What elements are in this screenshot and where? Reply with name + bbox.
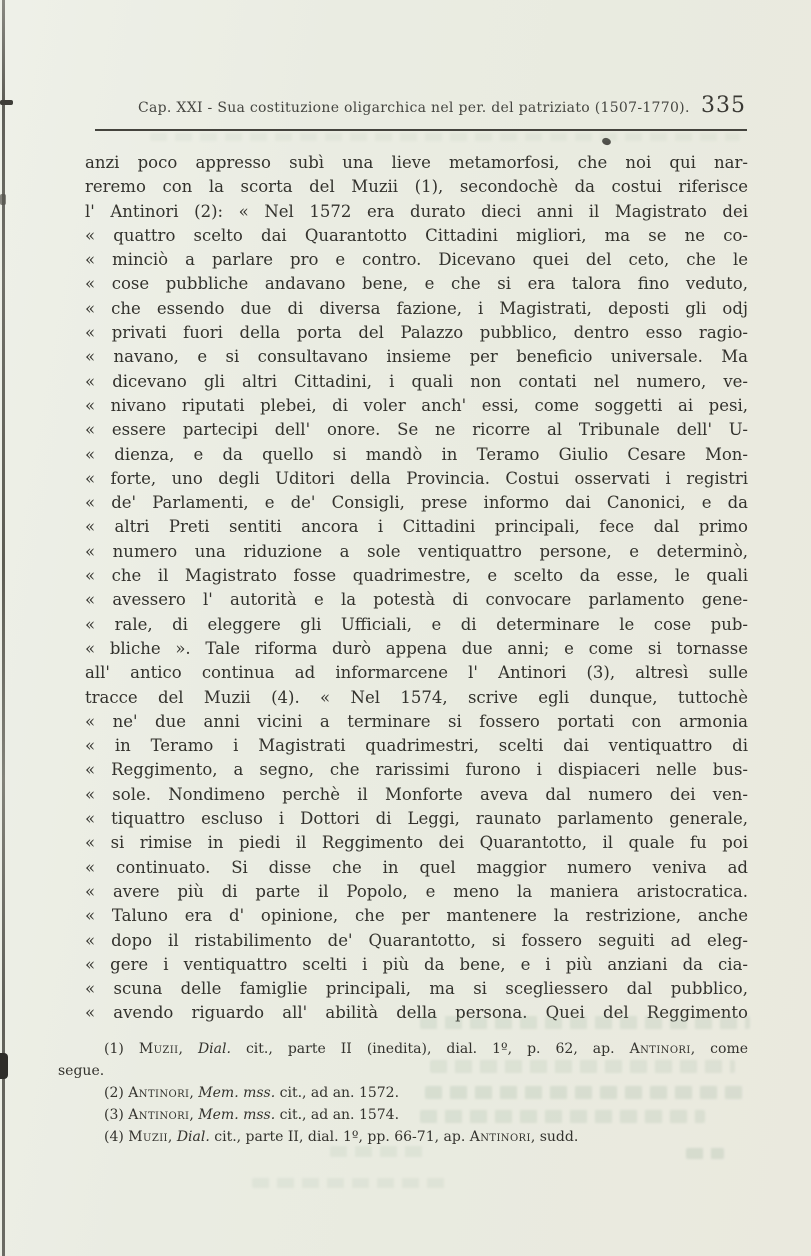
text-line: « Reggimento, a segno, che rarissimi furono i dispiaceri nelle bus- [85,760,748,780]
text-line: all' antico continua ad informarcene l' Antinori (3), altresì sulle [85,663,748,683]
bleedthrough-ghost [252,1178,452,1188]
text-line: « dicevano gli altri Cittadini, i quali non contati nel numero, ve- [85,371,748,391]
text-line: « continuato. Si disse che in quel maggior numero veniva ad [85,857,748,877]
body-text [85,151,748,1026]
text-line: « si rimise in piedi il Reggimento dei Quarantotto, il quale fu poi [85,833,748,853]
text-line: « in Teramo i Magistrati quadrimestri, scelti dai ventiquattro di [85,736,748,756]
bleedthrough-ghost [425,1086,745,1099]
footnote-line: (4) Muzii, Dial. cit., parte II, dial. 1º, pp. 66-71, ap. Antinori, sudd. [104,1129,579,1145]
text-line: « dopo il ristabilimento de' Quarantotto, si fossero seguiti ad eleg- [85,930,748,950]
text-line: « dienza, e da quello si mandò in Teramo Giulio Cesare Mon- [85,444,748,464]
text-line: « cose pubbliche andavano bene, e che si era talora fino veduto, [85,274,748,294]
edge-ink-blot [0,1053,8,1079]
text-line: reremo con la scorta del Muzii (1), secondochè da costui riferisce [85,177,748,197]
text-line: « avessero l' autorità e la potestà di convocare parlamento gene- [85,590,748,610]
header-rule [95,129,747,131]
text-line: « scuna delle famiglie principali, ma si scegliessero dal pubblico, [85,979,748,999]
footnote-line: (2) Antinori, Mem. mss. cit., ad an. 1572. [104,1085,400,1101]
bleedthrough-ghost [420,1016,750,1029]
page-header [85,93,748,124]
bleedthrough-ghost [430,1060,735,1073]
text-line: « gere i ventiquattro scelti i più da bene, e i più anziani da cia- [85,954,748,974]
footnote-line: segue. [58,1063,105,1079]
text-line: « avere più di parte il Popolo, e meno la maniera aristocratica. [85,881,748,901]
text-line: « sole. Nondimeno perchè il Monforte aveva dal numero dei ven- [85,784,748,804]
text-line: « navano, e si consultavano insieme per beneficio universale. Ma [85,347,748,367]
text-line: « numero una riduzione a sole ventiquattro persone, e determinò, [85,541,748,561]
text-line: « privati fuori della porta del Palazzo pubblico, dentro esso ragio- [85,323,748,343]
text-line: « Taluno era d' opinione, che per mantenere la restrizione, anche [85,906,748,926]
text-line: « avendo riguardo all' abilità della persona. Quei del Reggimento [85,1003,748,1023]
bleedthrough-ghost [686,1148,724,1159]
text-line: « altri Preti sentiti ancora i Cittadini principali, fece dal primo [85,517,748,537]
text-line: « ne' due anni vicini a terminare si fossero portati con armonia [85,711,748,731]
text-line: « che essendo due di diversa fazione, i Magistrati, deposti gli odj [85,298,748,318]
text-line: « che il Magistrato fosse quadrimestre, e scelto da esse, le quali [85,566,748,586]
text-line: « nivano riputati plebei, di voler anch' essi, come soggetti ai pesi, [85,395,748,415]
text-line: « rale, di eleggere gli Ufficiali, e di determinare le cose pub- [85,614,748,634]
footnote-line: (1) Muzii, Dial. cit., parte II (inedita), dial. 1º, p. 62, ap. Antinori, come [104,1041,748,1057]
text-line: « forte, uno degli Uditori della Provincia. Costui osservati i registri [85,468,748,488]
edge-ink-mark [0,100,13,105]
footnote-line: (3) Antinori, Mem. mss. cit., ad an. 1574. [104,1107,400,1123]
text-line: tracce del Muzii (4). « Nel 1574, scrive egli dunque, tuttochè [85,687,748,707]
page-number: 335 [701,93,746,118]
text-line: « minciò a parlare pro e contro. Dicevano quei del ceto, che le [85,250,748,270]
text-line: « essere partecipi dell' onore. Se ne ricorre al Tribunale dell' U- [85,420,748,440]
text-line: anzi poco appresso subì una lieve metamorfosi, che noi qui nar- [85,153,748,172]
text-line: « quattro scelto dai Quarantotto Cittadini migliori, ma se ne co- [85,225,748,245]
running-title: Cap. XXI - Sua costituzione oligarchica nel per. del patriziato (1507-1770). [138,100,690,116]
text-line: « de' Parlamenti, e de' Consigli, prese informo dai Canonici, e da [85,493,748,513]
edge-ink-mark [0,194,6,205]
bleedthrough-ghost [330,1146,425,1157]
text-line: « bliche ». Tale riforma durò appena due anni; e come si tornasse [85,638,748,658]
bleedthrough-ghost [150,133,740,141]
text-line: « tiquattro escluso i Dottori di Leggi, raunato parlamento generale, [85,809,748,829]
bleedthrough-ghost [420,1110,705,1123]
text-line: l' Antinori (2): « Nel 1572 era durato dieci anni il Magistrato dei [85,201,748,221]
